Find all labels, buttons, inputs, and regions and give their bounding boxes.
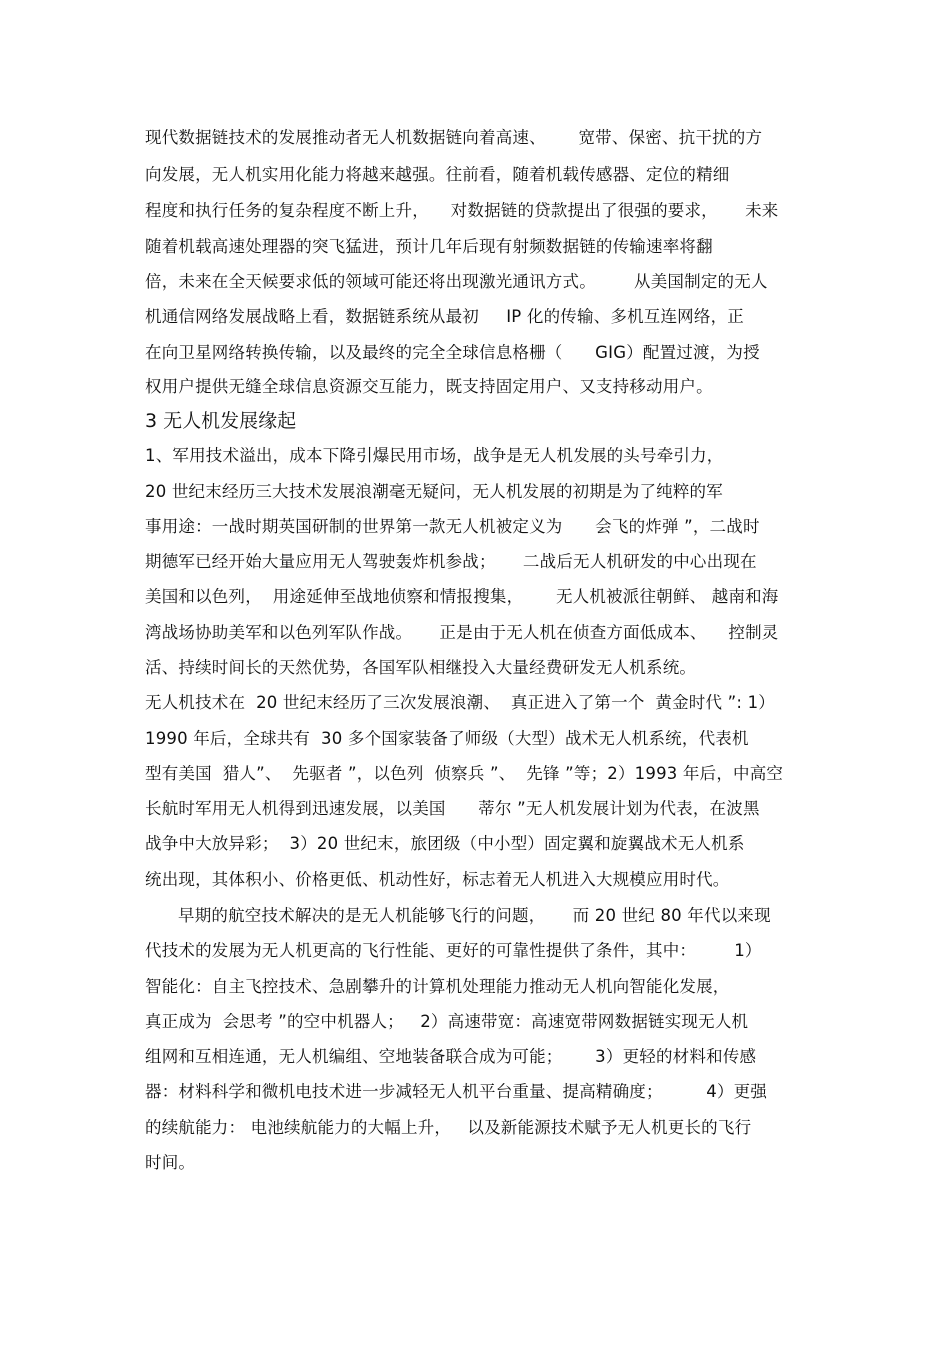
text-line: 器：材料科学和微机电技术进一步减轻无人机平台重量、提高精确度； 4）更强: [145, 1082, 768, 1101]
text-line: 在向卫星网络转换传输，以及最终的完全全球信息格栅（ GIG）配置过渡，为授: [145, 343, 760, 362]
text-line: 现代数据链技术的发展推动者无人机数据链向着高速、 宽带、保密、抗干扰的方: [145, 128, 763, 147]
section-heading: 3 无人机发展缘起: [145, 410, 297, 432]
text-line: 活、持续时间长的天然优势，各国军队相继投入大量经费研发无人机系统。: [145, 658, 697, 677]
text-line: 长航时军用无人机得到迅速发展，以美国 蒂尔 ”无人机发展计划为代表，在波黑: [145, 799, 760, 818]
text-line: 的续航能力： 电池续航能力的大幅上升， 以及新能源技术赋予无人机更长的飞行: [145, 1118, 752, 1137]
text-line: 程度和执行任务的复杂程度不断上升， 对数据链的贷款提出了很强的要求， 未来: [145, 201, 779, 220]
text-line: 随着机载高速处理器的突飞猛进，预计几年后现有射频数据链的传输速率将翻: [145, 237, 713, 256]
text-line: 统出现，其体积小、价格更低、机动性好，标志着无人机进入大规模应用时代。: [145, 870, 730, 889]
text-line: 真正成为 会思考 ”的空中机器人； 2）高速带宽：高速宽带网数据链实现无人机: [145, 1012, 749, 1031]
text-line: 机通信网络发展战略上看，数据链系统从最初 IP 化的传输、多机互连网络，正: [145, 307, 744, 326]
text-line: 倍，未来在全天候要求低的领域可能还将出现激光通讯方式。 从美国制定的无人: [145, 272, 768, 291]
text-line: 湾战场协助美军和以色列军队作战。 正是由于无人机在侦查方面低成本、 控制灵: [145, 623, 779, 642]
text-line: 组网和互相连通，无人机编组、空地装备联合成为可能； 3）更轻的材料和传感: [145, 1047, 757, 1066]
text-line: 事用途：一战时期英国研制的世界第一款无人机被定义为 会飞的炸弹 ”，二战时: [145, 517, 760, 536]
text-line: 20 世纪末经历三大技术发展浪潮毫无疑问，无人机发展的初期是为了纯粹的军: [145, 482, 723, 501]
text-line: 1990 年后，全球共有 30 多个国家装备了师级（大型）战术无人机系统，代表机: [145, 729, 749, 748]
text-line: 战争中大放异彩； 3）20 世纪末，旅团级（中小型）固定翼和旋翼战术无人机系: [145, 834, 745, 853]
text-line: 权用户提供无缝全球信息资源交互能力，既支持固定用户、又支持移动用户。: [145, 377, 713, 396]
text-line: 向发展，无人机实用化能力将越来越强。往前看，随着机载传感器、定位的精细: [145, 165, 730, 184]
text-line: 1、军用技术溢出，成本下降引爆民用市场，战争是无人机发展的头号牵引力，: [145, 446, 724, 465]
text-line: 时间。: [145, 1153, 196, 1172]
text-line: 代技术的发展为无人机更高的飞行性能、更好的可靠性提供了条件，其中： 1）: [145, 941, 762, 960]
text-line: 型有美国 猎人”、 先驱者 ”，以色列 侦察兵 ”、 先锋 ”等；2）1993 年后，中高空: [145, 764, 784, 783]
text-line: 智能化：自主飞控技术、急剧攀升的计算机处理能力推动无人机向智能化发展，: [145, 977, 730, 996]
text-line: 期德军已经开始大量应用无人驾驶轰炸机参战； 二战后无人机研发的中心出现在: [145, 552, 757, 571]
text-line: 无人机技术在 20 世纪末经历了三次发展浪潮、 真正进入了第一个 黄金时代 ”: 1）: [145, 693, 776, 712]
text-line: 美国和以色列， 用途延伸至战地侦察和情报搜集， 无人机被派往朝鲜、 越南和海: [145, 587, 779, 606]
text-line: 早期的航空技术解决的是无人机能够飞行的问题， 而 20 世纪 80 年代以来现: [178, 906, 771, 925]
